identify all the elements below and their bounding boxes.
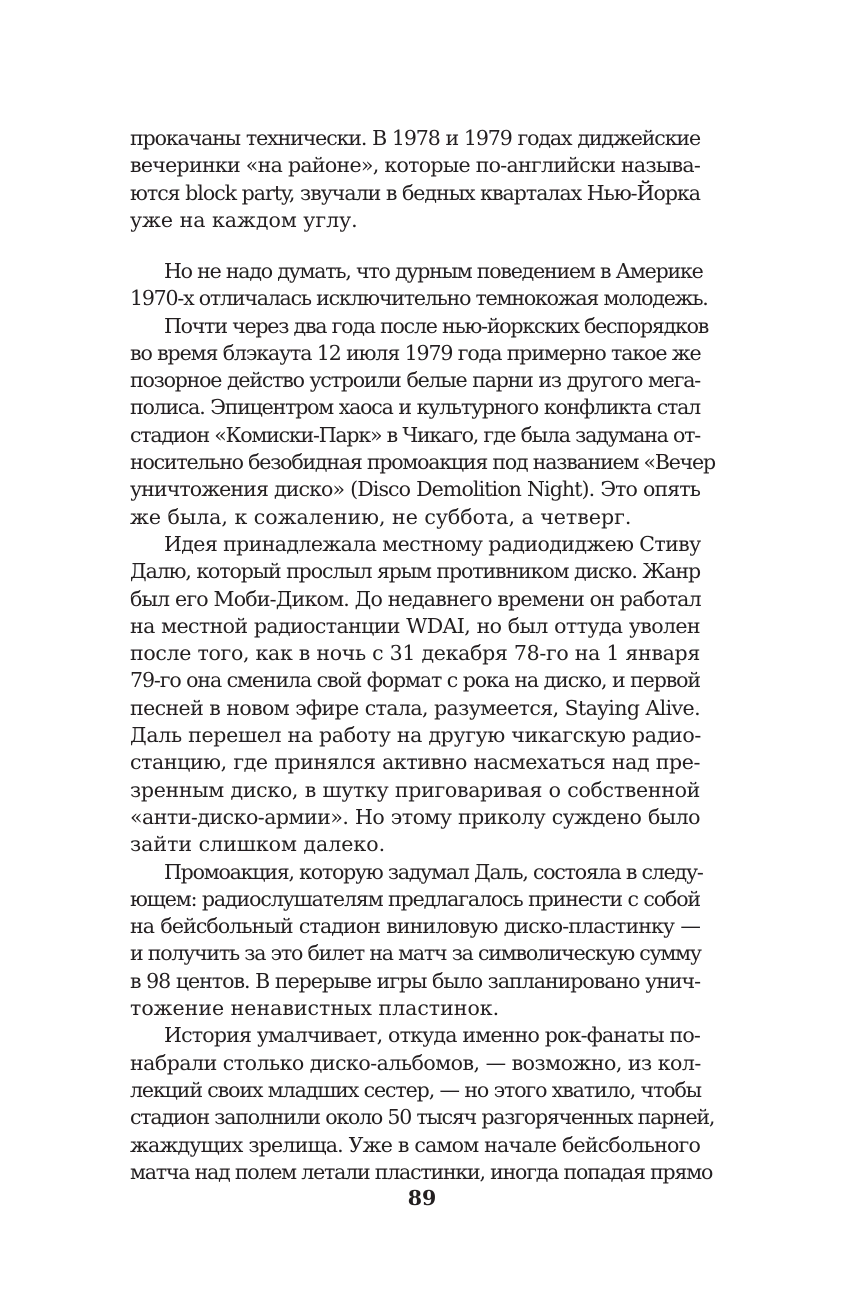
text-line: 1970-х отличалась исключительно темнокожая молодежь. bbox=[130, 286, 708, 311]
text-line: жаждущих зрелища. Уже в самом начале бейсбольного bbox=[130, 1132, 700, 1157]
text-line: полиса. Эпицентром хаоса и культурного конфликта стал bbox=[130, 395, 700, 420]
text-line: в 98 центов. В перерыве игры было запланировано унич- bbox=[130, 968, 700, 993]
paragraph-2 bbox=[130, 258, 708, 313]
text-block-top bbox=[130, 125, 700, 234]
text-line: Промоакция, которую задумал Даль, состояла в следу- bbox=[164, 859, 703, 884]
text-line: на бейсбольный стадион виниловую диско-пластинку — bbox=[130, 914, 700, 939]
text-line: Но не надо думать, что дурным поведением в Америке bbox=[164, 259, 703, 283]
text-line: уже на каждом углу. bbox=[130, 207, 358, 232]
text-line: прокачаны технически. В 1978 и 1979 годах диджейские bbox=[130, 126, 700, 150]
text-line: же была, к сожалению, не суббота, а четверг. bbox=[130, 504, 632, 529]
text-line: во время блэкаута 12 июля 1979 года примерно такое же bbox=[130, 340, 701, 365]
text-line: набрали столько диско-альбомов, — возможно, из кол- bbox=[130, 1050, 701, 1075]
text-block-main bbox=[130, 258, 715, 1186]
text-line: песней в новом эфире стала, разумеется, Staying Alive. bbox=[130, 695, 700, 720]
text-line: и получить за это билет на матч за символическую сумму bbox=[130, 941, 701, 966]
text-line: ющем: радиослушателям предлагалось принести с собой bbox=[130, 886, 700, 911]
text-line: зайти слишком далеко. bbox=[130, 832, 386, 857]
text-line: лекций своих младших сестер, — но этого хватило, чтобы bbox=[130, 1077, 701, 1102]
text-line: вечеринки «на районе», которые по-английски называ- bbox=[130, 153, 701, 178]
text-line: «анти-диско-армии». Но этому приколу суждено было bbox=[130, 804, 700, 829]
paragraph-6 bbox=[130, 1022, 715, 1186]
paragraph-1 bbox=[130, 125, 700, 234]
text-line: Идея принадлежала местному радиодиджею Стиву bbox=[164, 531, 701, 556]
text-line: матча над полем летали пластинки, иногда попадая прямо bbox=[130, 1159, 713, 1184]
page-number: 89 bbox=[407, 1186, 437, 1210]
text-line: позорное действо устроили белые парни из другого мега- bbox=[130, 368, 700, 393]
text-line: был его Моби-Диком. До недавнего времени он работал bbox=[130, 586, 701, 611]
text-line: после того, как в ночь с 31 декабря 78-го на 1 января bbox=[130, 641, 700, 666]
text-line: на местной радиостанции WDAI, но был оттуда уволен bbox=[130, 613, 700, 638]
text-line: Почти через два года после нью-йоркских беспорядков bbox=[164, 313, 709, 338]
text-line: станцию, где принялся активно насмехаться над пре- bbox=[130, 750, 700, 775]
text-line: ются block party, звучали в бедных кварталах Нью-Йорка bbox=[130, 180, 700, 205]
text-line: уничтожения диско» (Disco Demolition Night). Это опять bbox=[130, 477, 700, 502]
paragraph-4 bbox=[130, 531, 700, 859]
text-line: История умалчивает, откуда именно рок-фанаты по- bbox=[164, 1023, 700, 1048]
text-line: тожение ненавистных пластинок. bbox=[130, 996, 500, 1021]
text-line: Даль перешел на работу на другую чикагскую радио- bbox=[130, 723, 702, 748]
text-line: зренным диско, в шутку приговаривая о собственной bbox=[130, 777, 700, 802]
text-line: 79-го она сменила свой формат с рока на диско, и первой bbox=[130, 668, 700, 693]
text-line: стадион «Комиски-Парк» в Чикаго, где была задумана от- bbox=[130, 422, 700, 447]
text-line: стадион заполнили около 50 тысяч разгоряченных парней, bbox=[130, 1105, 715, 1130]
paragraph-3 bbox=[130, 313, 715, 531]
text-line: носительно безобидная промоакция под названием «Вечер bbox=[130, 450, 715, 475]
paragraph-5 bbox=[130, 859, 703, 1023]
text-line: Далю, который прослыл ярым противником диско. Жанр bbox=[130, 559, 700, 584]
